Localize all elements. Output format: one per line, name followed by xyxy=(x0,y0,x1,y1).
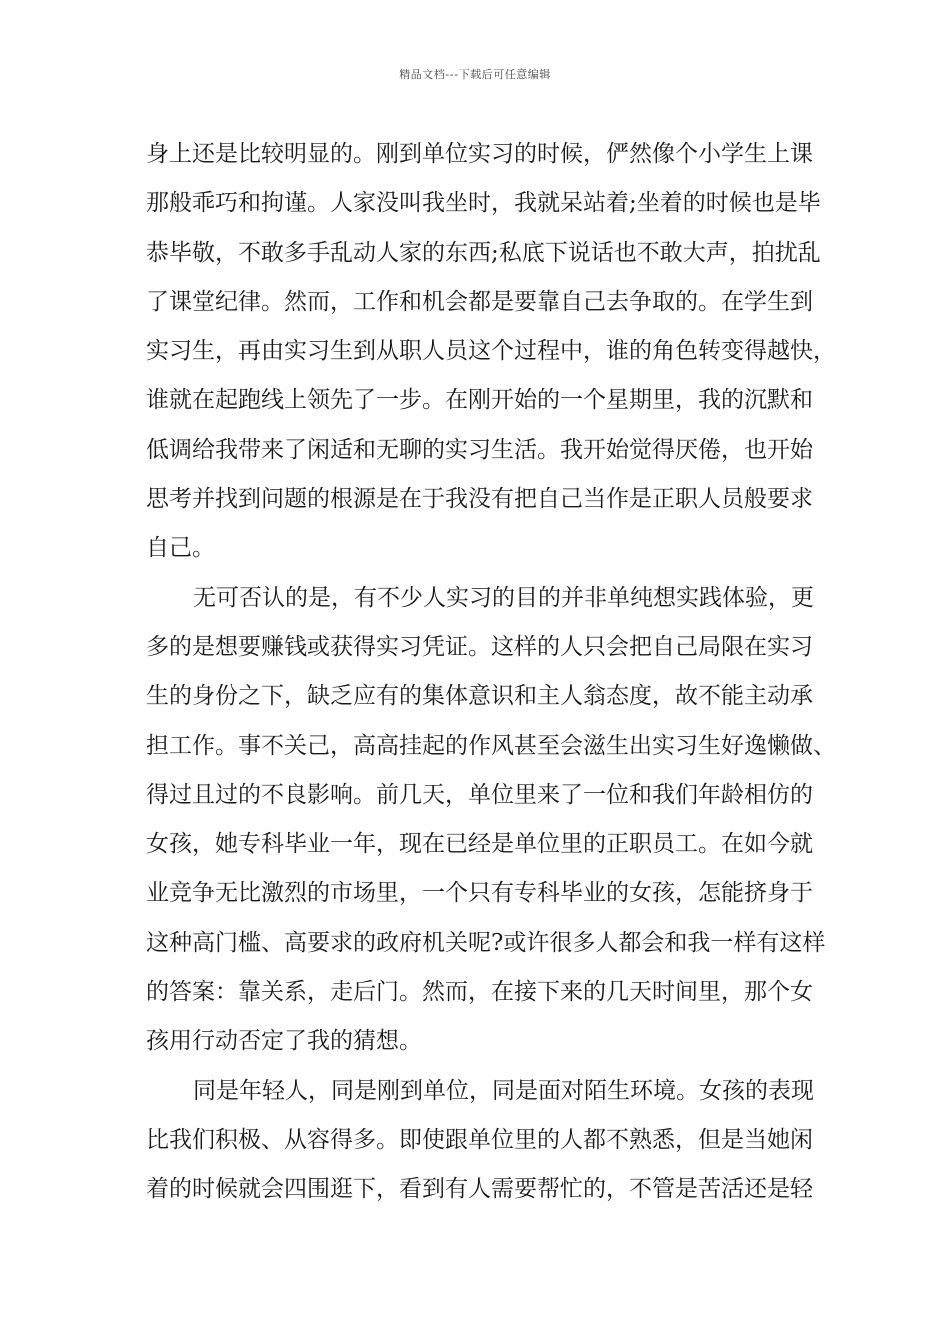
paragraph xyxy=(146,1067,826,1215)
paragraph xyxy=(146,130,836,574)
text-line: 思考并找到问题的根源是在于我没有把自己当作是正职人员般要求 xyxy=(146,486,813,513)
text-line: 那般乖巧和拘谨。人家没叫我坐时，我就呆站着;坐着的时候也是毕 xyxy=(146,190,821,217)
text-line: 这种高门槛、高要求的政府机关呢?或许很多人都会和我一样有这样 xyxy=(146,929,826,956)
text-line: 实习生，再由实习生到从职人员这个过程中，谁的角色转变得越快， xyxy=(146,338,836,365)
text-line: 多的是想要赚钱或获得实习凭证。这样的人只会把自己局限在实习 xyxy=(146,633,813,660)
text-line: 女孩，她专科毕业一年，现在已经是单位里的正职员工。在如今就 xyxy=(146,831,813,858)
text-line: 比我们积极、从容得多。即使跟单位里的人都不熟悉，但是当她闲 xyxy=(146,1126,813,1153)
text-line: 担工作。事不关己，高高挂起的作风甚至会滋生出实习生好逸懒做、 xyxy=(146,732,836,759)
page-header: 精品文档---下载后可任意编辑 xyxy=(399,68,551,81)
text-line: 低调给我带来了闲适和无聊的实习生活。我开始觉得厌倦，也开始 xyxy=(146,436,813,463)
text-line: 谁就在起跑线上领先了一步。在刚开始的一个星期里，我的沉默和 xyxy=(146,387,813,414)
text-line: 了课堂纪律。然而，工作和机会都是要靠自己去争取的。在学生到 xyxy=(146,288,813,315)
text-line: 生的身份之下，缺乏应有的集体意识和主人翁态度，故不能主动承 xyxy=(146,683,813,710)
document-body xyxy=(146,130,836,1215)
text-line: 孩用行动否定了我的猜想。 xyxy=(146,1028,422,1055)
paragraph xyxy=(146,574,836,1067)
text-line: 得过且过的不良影响。前几天，单位里来了一位和我们年龄相仿的 xyxy=(146,781,813,808)
text-line: 自己。 xyxy=(146,535,215,562)
text-line: 无可否认的是，有不少人实习的目的并非单纯想实践体验，更 xyxy=(193,584,814,611)
text-line: 恭毕敬，不敢多手乱动人家的东西;私底下说话也不敢大声，拍扰乱 xyxy=(146,239,821,266)
text-line: 身上还是比较明显的。刚到单位实习的时候，俨然像个小学生上课 xyxy=(146,141,813,167)
text-line: 业竞争无比激烈的市场里，一个只有专科毕业的女孩，怎能挤身于 xyxy=(146,880,813,907)
text-line: 着的时候就会四围逛下，看到有人需要帮忙的，不管是苦活还是轻 xyxy=(146,1176,813,1203)
text-line: 的答案：靠关系，走后门。然而，在接下来的几天时间里，那个女 xyxy=(146,979,813,1006)
text-line: 同是年轻人，同是刚到单位，同是面对陌生环境。女孩的表现 xyxy=(193,1077,814,1104)
